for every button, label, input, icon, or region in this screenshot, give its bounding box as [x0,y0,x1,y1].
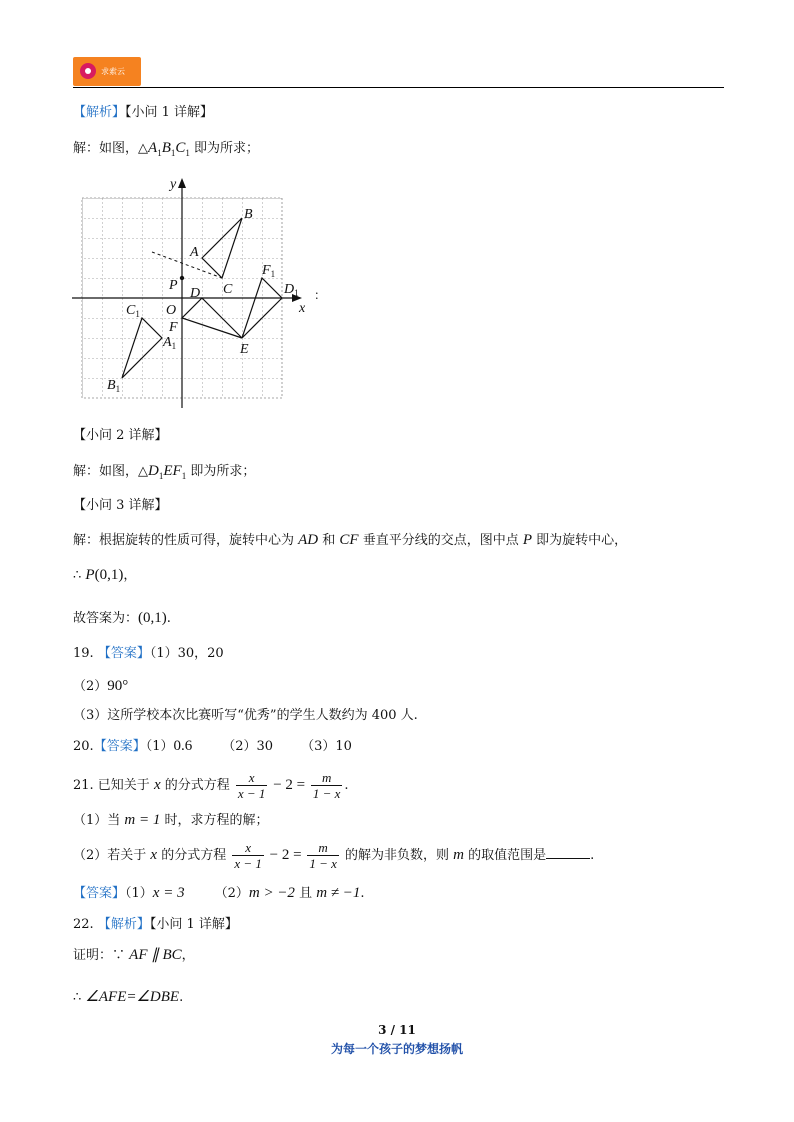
answer-line-3 [73,531,627,550]
text: ， [181,948,195,963]
text: . [360,886,365,901]
text: 时，求方程的解； [160,813,269,828]
header-rule [73,87,724,88]
footer-slogan: 为每一个孩子的梦想扬帆 [330,1042,463,1056]
q21-part-2 [73,838,594,873]
text: 的解为非负数，则 [340,848,454,863]
label-d1: $D_1$ [284,282,299,298]
label-a1: $A_1$ [163,335,177,351]
triangle-symbol: △ [138,141,149,156]
label-c1: $C_1$ [126,303,140,319]
variable-x: x [153,777,161,793]
question-number: 20. [73,739,94,754]
q20-answer-2: （2）30 [222,739,274,754]
text: 的分式方程 [160,778,234,793]
q20-line [73,737,352,756]
text: 故答案为： [73,611,139,626]
triangle-a1b1c1: $A_1B_1C_1$ [148,140,190,158]
answer-suffix: 即为所求； [186,464,256,479]
point-p-label: P [522,532,533,548]
therefore-symbol: ∴ [73,990,82,1005]
q21-answer-2-a: m > −2 [248,885,295,901]
label-e: E [240,342,249,357]
answer-line-5 [73,609,171,628]
section-heading-3: 【小问 3 详解】 [73,498,168,513]
text: （1） [125,886,153,901]
answer-line-1 [73,139,259,162]
answer-text: 解：如图， [73,464,139,479]
text: . [590,848,595,863]
answer-text: 解：如图， [73,141,139,156]
text: 且 [294,886,317,901]
q20-answer-1: 0.6 [173,738,193,754]
logo-flower-icon [80,63,96,79]
text: 和 [318,533,340,548]
q21-answer-2-b: m ≠ −1 [316,885,361,901]
fraction-x-over-x-minus-1: $\frac{x}{x - 1}$ [234,840,262,871]
condition-m-equals-1: m = 1 [124,812,161,828]
answer-line-2 [73,462,255,485]
logo-text: 求索云 [101,67,125,76]
answer-suffix: 即为所求； [189,141,260,156]
q19-answer-1: （1）30，20 [149,646,224,661]
label-b: B [244,207,253,222]
q22-heading [73,916,238,934]
q19-answer-2: 90° [107,678,129,694]
figure-trailing-colon: ： [314,288,327,302]
question-number: 22. [73,917,94,932]
fraction-m-over-1-minus-x: $\frac{m}{1 - x}$ [309,840,337,871]
text: . [179,990,184,1005]
q19-line-1 [73,645,224,663]
fraction-x-over-x-minus-1: $\frac{x}{x - 1}$ [237,770,266,801]
text: （2）若关于 [73,848,151,863]
q22-proof-line-1 [73,946,195,965]
label-y: y [170,177,177,192]
answer-blank [546,858,590,859]
answer-tag: 【答案】 [93,739,146,754]
text: 的分式方程 [157,848,231,863]
q21-stem [73,768,349,803]
label-o: O [166,303,177,318]
sub-question-1-title: 【小问 1 详解】 [125,105,214,120]
label-f1: $F_1$ [262,263,276,279]
section-heading-1 [73,104,213,122]
text: 解：根据旋转的性质可得，旋转中心为 [73,533,299,548]
equal-angles: ∠AFE=∠DBE [85,989,180,1005]
text: 垂直平分线的交点，图中点 [358,533,523,548]
text: （2） [73,679,108,694]
text: − 2 = [265,847,306,863]
logo [73,57,141,86]
triangle-d1ef1: $D_1EF_1$ [148,463,187,481]
page-number: 3 / 11 [378,1023,416,1037]
label-c: C [223,282,233,297]
text: ， [123,568,137,583]
q21-answer-1: x = 3 [152,885,185,901]
q21-answer [73,884,365,903]
parallel-relation: AF ∥ BC [129,947,182,963]
text: 21. 已知关于 [73,778,154,793]
variable-m: m [453,847,464,863]
because-symbol: ∵ [112,948,126,963]
segment-ad: AD [298,532,319,548]
y-axis-arrow-icon [178,178,186,188]
analysis-tag: 【解析】 [73,105,126,120]
q20-answer-3: （3）10 [301,739,352,754]
label-p: P [169,278,178,293]
text: （1）当 [73,813,125,828]
fraction-m-over-1-minus-x: $\frac{m}{1 - x}$ [312,770,341,801]
text: （2） [214,886,249,901]
segment-cf: CF [339,532,359,548]
answer-tag: 【答案】 [73,886,126,901]
q22-proof-line-2 [73,988,183,1007]
text: . [166,611,171,626]
label-f: F [169,320,178,335]
text: 即为旋转中心， [532,533,628,548]
variable-x: x [150,847,158,863]
triangle-symbol: △ [138,464,149,479]
label-a: A [190,245,199,260]
section-heading-2: 【小问 2 详解】 [73,428,168,443]
text: . [344,778,349,793]
text: − 2 = [269,777,309,793]
text: 的取值范围是 [463,848,547,863]
q19-line-3: （3）这所学校本次比赛听写“优秀”的学生人数约为 400 人. [73,708,418,723]
final-answer-coordinates: (0,1) [138,610,167,626]
q21-part-1 [73,811,269,830]
text: 证明： [73,948,113,963]
question-number: 19. [73,646,94,661]
point-p-coordinates: (0,1) [94,567,124,583]
point-p-label: P [85,567,95,583]
answer-line-4 [73,566,136,585]
analysis-tag: 【解析】 [97,917,150,932]
coordinate-grid-figure [68,168,328,413]
label-b1: $B_1$ [107,378,121,394]
text: （1） [145,739,174,754]
therefore-symbol: ∴ [73,568,82,583]
point-p [180,276,184,280]
answer-tag: 【答案】 [97,646,150,661]
label-d: D [190,286,201,301]
sub-question-1-title: 【小问 1 详解】 [149,917,238,932]
label-x: x [299,301,306,316]
q19-line-2 [73,677,128,696]
